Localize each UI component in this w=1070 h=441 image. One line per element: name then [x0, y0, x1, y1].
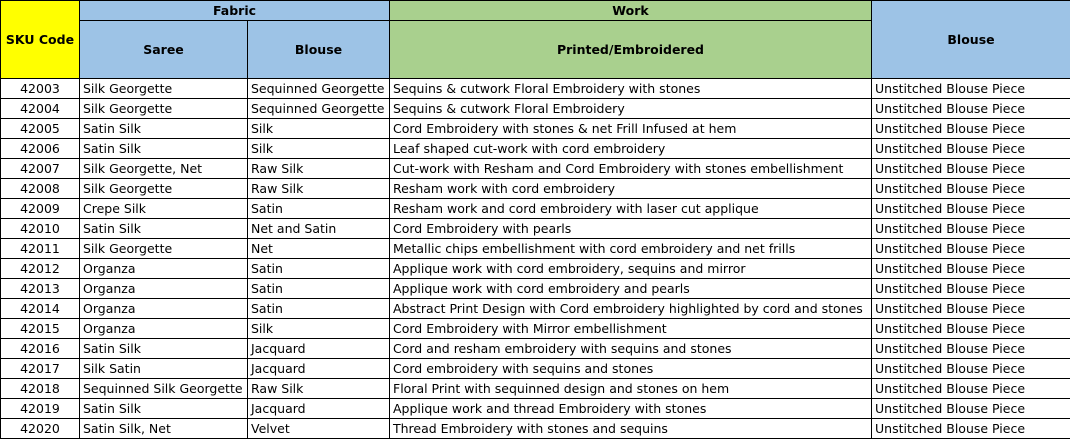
blouse-cell[interactable]: Unstitched Blouse Piece [872, 399, 1070, 419]
blouse-cell[interactable]: Unstitched Blouse Piece [872, 299, 1070, 319]
saree-cell[interactable]: Crepe Silk [80, 199, 248, 219]
table-row[interactable] [1, 339, 1070, 359]
saree-cell[interactable]: Organza [80, 319, 248, 339]
header-work[interactable]: Work [390, 1, 872, 21]
blouse-fabric-cell[interactable]: Jacquard [248, 399, 390, 419]
table-row[interactable] [1, 99, 1070, 119]
table-row[interactable] [1, 179, 1070, 199]
blouse-fabric-cell[interactable]: Satin [248, 279, 390, 299]
sku-cell[interactable]: 42003 [1, 79, 80, 99]
sku-cell[interactable]: 42012 [1, 259, 80, 279]
table-row[interactable] [1, 159, 1070, 179]
blouse-cell[interactable]: Unstitched Blouse Piece [872, 159, 1070, 179]
blouse-fabric-cell[interactable]: Silk [248, 319, 390, 339]
blouse-fabric-cell[interactable]: Sequinned Georgette [248, 79, 390, 99]
sku-cell[interactable]: 42005 [1, 119, 80, 139]
table-row[interactable] [1, 279, 1070, 299]
blouse-fabric-cell[interactable]: Satin [248, 199, 390, 219]
sku-cell[interactable]: 42010 [1, 219, 80, 239]
work-cell[interactable]: Metallic chips embellishment with cord embroidery and net frills [390, 239, 872, 259]
saree-cell[interactable]: Organza [80, 299, 248, 319]
table-row[interactable] [1, 319, 1070, 339]
saree-cell[interactable]: Silk Georgette, Net [80, 159, 248, 179]
table-row[interactable] [1, 399, 1070, 419]
work-cell[interactable]: Cut-work with Resham and Cord Embroidery with stones embellishment [390, 159, 872, 179]
work-cell[interactable]: Sequins & cutwork Floral Embroidery with stones [390, 79, 872, 99]
table-row[interactable] [1, 79, 1070, 99]
saree-cell[interactable]: Satin Silk [80, 119, 248, 139]
blouse-cell[interactable]: Unstitched Blouse Piece [872, 379, 1070, 399]
sku-cell[interactable]: 42014 [1, 299, 80, 319]
blouse-fabric-cell[interactable]: Raw Silk [248, 379, 390, 399]
blouse-fabric-cell[interactable]: Satin [248, 299, 390, 319]
blouse-cell[interactable]: Unstitched Blouse Piece [872, 359, 1070, 379]
saree-cell[interactable]: Organza [80, 259, 248, 279]
sku-cell[interactable]: 42015 [1, 319, 80, 339]
table-body [1, 79, 1070, 439]
blouse-fabric-cell[interactable]: Net [248, 239, 390, 259]
work-cell[interactable]: Resham work and cord embroidery with laser cut applique [390, 199, 872, 219]
work-cell[interactable]: Cord Embroidery with stones & net Frill Infused at hem [390, 119, 872, 139]
header-fabric-blouse[interactable]: Blouse [248, 21, 390, 79]
work-cell[interactable]: Resham work with cord embroidery [390, 179, 872, 199]
header-sku-code[interactable]: SKU Code [1, 1, 80, 79]
blouse-cell[interactable]: Unstitched Blouse Piece [872, 179, 1070, 199]
saree-cell[interactable]: Satin Silk, Net [80, 419, 248, 439]
table-row[interactable] [1, 199, 1070, 219]
blouse-cell[interactable]: Unstitched Blouse Piece [872, 239, 1070, 259]
saree-cell[interactable]: Satin Silk [80, 339, 248, 359]
sku-cell[interactable]: 42013 [1, 279, 80, 299]
table-row[interactable] [1, 139, 1070, 159]
table-row[interactable] [1, 379, 1070, 399]
work-cell[interactable]: Applique work with cord embroidery, sequins and mirror [390, 259, 872, 279]
blouse-fabric-cell[interactable]: Sequinned Georgette [248, 99, 390, 119]
blouse-fabric-cell[interactable]: Jacquard [248, 359, 390, 379]
saree-cell[interactable]: Silk Satin [80, 359, 248, 379]
sku-cell[interactable]: 42016 [1, 339, 80, 359]
work-cell[interactable]: Sequins & cutwork Floral Embroidery [390, 99, 872, 119]
sku-cell[interactable]: 42019 [1, 399, 80, 419]
saree-cell[interactable]: Silk Georgette [80, 239, 248, 259]
saree-cell[interactable]: Silk Georgette [80, 79, 248, 99]
work-cell[interactable]: Applique work and thread Embroidery with stones [390, 399, 872, 419]
table-row[interactable] [1, 419, 1070, 439]
sku-cell[interactable]: 42017 [1, 359, 80, 379]
sku-cell[interactable]: 42009 [1, 199, 80, 219]
sku-cell[interactable]: 42006 [1, 139, 80, 159]
blouse-cell[interactable]: Unstitched Blouse Piece [872, 319, 1070, 339]
work-cell[interactable]: Floral Print with sequinned design and stones on hem [390, 379, 872, 399]
table-row[interactable] [1, 359, 1070, 379]
table-row[interactable] [1, 219, 1070, 239]
saree-cell[interactable]: Silk Georgette [80, 179, 248, 199]
blouse-cell[interactable]: Unstitched Blouse Piece [872, 79, 1070, 99]
blouse-cell[interactable]: Unstitched Blouse Piece [872, 219, 1070, 239]
work-cell[interactable]: Cord embroidery with sequins and stones [390, 359, 872, 379]
blouse-fabric-cell[interactable]: Net and Satin [248, 219, 390, 239]
blouse-fabric-cell[interactable]: Raw Silk [248, 179, 390, 199]
blouse-cell[interactable]: Unstitched Blouse Piece [872, 259, 1070, 279]
blouse-cell[interactable]: Unstitched Blouse Piece [872, 119, 1070, 139]
sku-cell[interactable]: 42004 [1, 99, 80, 119]
blouse-fabric-cell[interactable]: Jacquard [248, 339, 390, 359]
work-cell[interactable]: Leaf shaped cut-work with cord embroidery [390, 139, 872, 159]
blouse-cell[interactable]: Unstitched Blouse Piece [872, 339, 1070, 359]
table-row[interactable] [1, 299, 1070, 319]
header-printed-embroidered[interactable]: Printed/Embroidered [390, 21, 872, 79]
work-cell[interactable]: Cord Embroidery with Mirror embellishment [390, 319, 872, 339]
work-cell[interactable]: Thread Embroidery with stones and sequins [390, 419, 872, 439]
table-row[interactable] [1, 239, 1070, 259]
sku-cell[interactable]: 42007 [1, 159, 80, 179]
sku-cell[interactable]: 42008 [1, 179, 80, 199]
saree-cell[interactable]: Satin Silk [80, 399, 248, 419]
blouse-cell[interactable]: Unstitched Blouse Piece [872, 99, 1070, 119]
work-cell[interactable]: Applique work with cord embroidery and pearls [390, 279, 872, 299]
blouse-fabric-cell[interactable]: Satin [248, 259, 390, 279]
saree-cell[interactable]: Silk Georgette [80, 99, 248, 119]
sku-cell[interactable]: 42011 [1, 239, 80, 259]
blouse-fabric-cell[interactable]: Silk [248, 139, 390, 159]
sku-cell[interactable]: 42020 [1, 419, 80, 439]
table-row[interactable] [1, 259, 1070, 279]
work-cell[interactable]: Cord Embroidery with pearls [390, 219, 872, 239]
blouse-fabric-cell[interactable]: Silk [248, 119, 390, 139]
work-cell[interactable]: Abstract Print Design with Cord embroidery highlighted by cord and stones [390, 299, 872, 319]
sku-cell[interactable]: 42018 [1, 379, 80, 399]
blouse-cell[interactable]: Unstitched Blouse Piece [872, 199, 1070, 219]
saree-cell[interactable]: Organza [80, 279, 248, 299]
blouse-cell[interactable]: Unstitched Blouse Piece [872, 419, 1070, 439]
blouse-cell[interactable]: Unstitched Blouse Piece [872, 139, 1070, 159]
saree-cell[interactable]: Satin Silk [80, 219, 248, 239]
blouse-fabric-cell[interactable]: Velvet [248, 419, 390, 439]
saree-cell[interactable]: Sequinned Silk Georgette [80, 379, 248, 399]
blouse-fabric-cell[interactable]: Raw Silk [248, 159, 390, 179]
table-row[interactable] [1, 119, 1070, 139]
work-cell[interactable]: Cord and resham embroidery with sequins and stones [390, 339, 872, 359]
header-fabric[interactable]: Fabric [80, 1, 390, 21]
saree-cell[interactable]: Satin Silk [80, 139, 248, 159]
header-blouse[interactable]: Blouse [872, 1, 1070, 79]
blouse-cell[interactable]: Unstitched Blouse Piece [872, 279, 1070, 299]
header-saree[interactable]: Saree [80, 21, 248, 79]
